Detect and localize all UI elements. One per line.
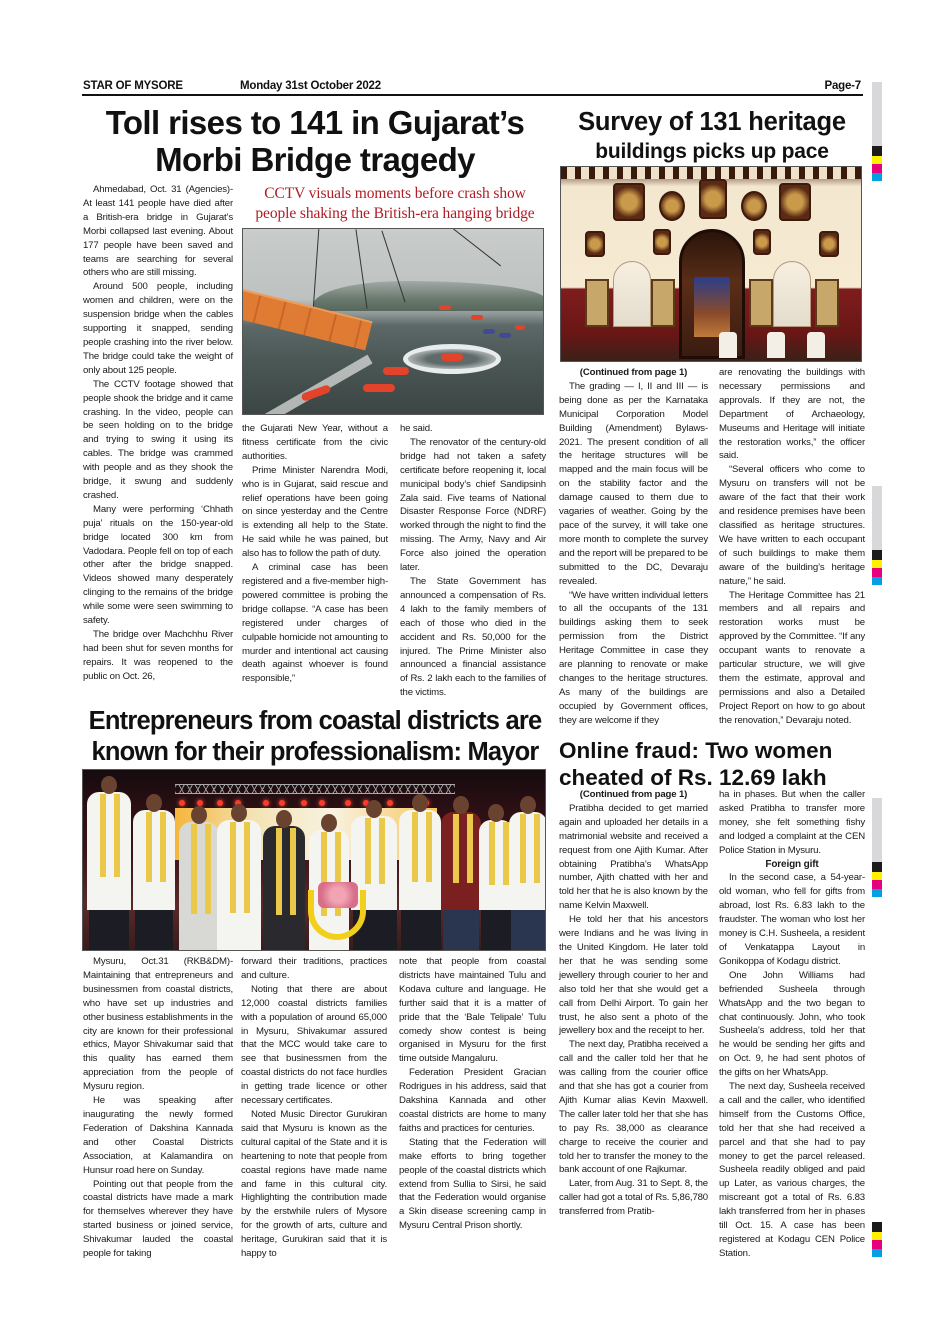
registration-yellow-swatch (872, 156, 882, 164)
photo-boat (515, 325, 525, 330)
heritage-headline-line2: buildings picks up pace (595, 140, 829, 163)
caption-line1: CCTV visuals moments before crash show (264, 185, 526, 202)
paragraph: he said. (400, 423, 433, 434)
paragraph: In the second case, a 54-year-old woman, who fell for gifts from abroad, lost Rs. 6.83 lakh to the fraudster. The woman who lost her money is C.H. Susheela, a resident of Venkatappa Layout in Gonikoppa of Kodagu district. (719, 872, 865, 967)
paragraph: Noted Music Director Gurukiran said that Mysuru is known as the cultural capital of the State and it is heartening to note that people from coastal regions have made name and fame in this cultural city. Highlighting the contribution made by the erstwhile rulers of Mysore for the growth of arts, culture and heritage, Gurukiran said that it is happy to (241, 1108, 387, 1260)
photo-person-legs (511, 910, 545, 950)
morbi-column-2 (242, 422, 388, 686)
fraud-headline-line2: cheated of Rs. 12.69 lakh (559, 765, 827, 790)
photo-boat (383, 367, 409, 375)
lamp-lighting-ceremony-photo (82, 769, 546, 951)
photo-frame (741, 191, 767, 221)
photo-stage-truss (175, 784, 455, 794)
paragraph: the Gujarati New Year, without a fitness certificate from the civic authorities. (242, 423, 388, 462)
photo-boat (483, 329, 495, 334)
registration-magenta-swatch (872, 880, 882, 889)
photo-mirror (585, 279, 609, 327)
paragraph: Prime Minister Narendra Modi, who is in Gujarat, said rescue and relief operations have been going on since yesterday and the Centre is extending all help to the State. He said while he was pained, but also has to follow the path of duty. (242, 464, 388, 560)
photo-stage-light (319, 800, 325, 806)
photo-boat (499, 333, 511, 338)
registration-black-swatch (872, 550, 882, 560)
paragraph: are renovating the buildings with necessary permissions and approvals. If they are not, the Department of Archaeology, Museums and Heritage will initiate the restoration works,” the officer said. (719, 367, 865, 462)
paragraph: The State Government has announced a compensation of Rs. 4 lakh to the family members of each of those who died in the accident and Rs. 50,000 for the injured. The Prime Minister also announced a financial assistance of Rs. 2 lakh each to the families of the victims. (400, 575, 546, 699)
photo-frame (659, 191, 685, 221)
photo-boat (439, 305, 451, 310)
photo-person (509, 812, 546, 910)
bridge-collapse-photo (242, 228, 544, 415)
registration-black-swatch (872, 862, 882, 872)
continued-label: (Continued from page 1) (579, 789, 688, 800)
paragraph: The bridge over Machchhu River had been shut for seven months for repairs. It was reopened to the public on Oct. 26, (83, 629, 233, 682)
photo-stage-light (179, 800, 185, 806)
paragraph: Later, from Aug. 31 to Sept. 8, the caller had got a total of Rs. 5,86,780 transferred from Pratib- (559, 1178, 708, 1218)
registration-grey-bar (872, 82, 882, 146)
paragraph: note that people from coastal districts have maintained Tulu and Kodava culture and language. He further said that it is a matter of pride that the ‘Bale Telipale’ Tulu comedy show contest is being organised in Mysuru for the first time outside Mangaluru. (399, 956, 546, 1065)
paragraph: The next day, Pratibha received a call and the caller told her that he was calling from the courier office and that she has got a courier from Ajith Kumar alias Kevin Maxwell. The caller later told her that she has to pay Rs. 38,000 as clearance charge to receive the courier and told her to transfer the money to the bank account of one Rajkumar. (559, 1039, 708, 1176)
registration-magenta-swatch (872, 164, 882, 173)
photo-stage-light (301, 800, 307, 806)
registration-black-swatch (872, 1222, 882, 1232)
photo-mirror (651, 279, 675, 327)
paragraph: The next day, Susheela received a call and the caller, who identified himself from the Customs Office, told her that she had received a parcel and that she had to pay money to get the parcel released. Susheela readily obliged and paid up Later, as various charges, the miscreant got a total of Rs. 6.83 lakh transferred from her in phases till Oct. 15. A case has been registered at Kodagu CEN Police Station. (719, 1081, 865, 1259)
photo-bridge-net (259, 355, 372, 415)
photo-person (217, 820, 261, 950)
photo-boat (471, 315, 483, 320)
paragraph: “Several officers who come to Mysuru on transfers will not be aware of the fact that their work and residence premises have been classified as heritage structures. We have written to each occupant of such buildings to make them aware of the building’s heritage nature,” he said. (719, 464, 865, 587)
continued-label: (Continued from page 1) (579, 367, 688, 378)
photo-frame (753, 229, 771, 255)
paragraph: Stating that the Federation will make efforts to bring together people of the coastal districts which extend from Sullia to Sirsi, he said that the Federation would organise a Skin disease screening camp in Mysuru Central Prison shortly. (399, 1136, 546, 1232)
fraud-column-2 (719, 788, 865, 1261)
photo-chair (767, 332, 785, 358)
photo-person (179, 822, 219, 950)
fraud-headline (557, 737, 867, 791)
photo-trees (313, 281, 544, 311)
registration-cyan-swatch (872, 577, 882, 585)
morbi-column-1 (83, 183, 233, 684)
heritage-column-1 (559, 366, 708, 728)
registration-yellow-swatch (872, 1232, 882, 1240)
coastal-column-1 (83, 955, 233, 1261)
paragraph: Many were performing ‘Chhath puja’ rituals on the 150-year-old bridge located 300 km from Vadodara. People fell on top of each other after the bridge snapped. Videos showed many desperately clinging to the remains of the bridge while some were seen swimming to safety. (83, 503, 233, 627)
photo-chair (807, 332, 825, 358)
photo-frame (653, 229, 671, 255)
photo-person (133, 810, 175, 910)
photo-stage-light (387, 800, 393, 806)
photo-frame (585, 231, 605, 257)
paragraph: He was speaking after inaugurating the newly formed Federation of Dakshina Kannada and other Coastal Districts Association, at Kalamandira on Hunsur road here on Sunday. (83, 1095, 233, 1176)
paragraph: “We have written individual letters to all the occupants of the 131 buildings asking them to seek permission from the District Heritage Committee in case they are planning to renovate or make changes to the heritage structures. As many of the buildings are occupied by Government offices, they are welcome if they (559, 589, 708, 726)
photo-person-legs (481, 910, 511, 950)
paragraph: The Heritage Committee has 21 members and all repairs and restoration works must be approved by the Committee. “If any occupant wants to renovate a particular structure, we will give them the estimate, approval and permissions and also a Detailed Project Report on how to go about the renovation,” Devaraju noted. (719, 589, 865, 726)
paragraph: Noting that there are about 12,000 coastal districts families with a population of around 65,000 in Mysuru, Shivakumar assured that the MCC would take care to see that businessmen from the coastal districts do not face hurdles in getting trade licence or other necessary certificates. (241, 983, 387, 1107)
photo-person (479, 820, 513, 910)
registration-grey-bar (872, 486, 882, 550)
caption-line2: people shaking the British-era hanging bridge (255, 205, 535, 222)
photo-cable (453, 229, 501, 267)
fraud-column-1 (559, 788, 708, 1219)
coastal-headline (82, 706, 548, 768)
photo-window (613, 261, 651, 327)
photo-stage-light (345, 800, 351, 806)
paragraph: Pratibha decided to get married again and uploaded her details in a matrimonial website and received a request from one Ajith Kumar. After obtaining Pratibha’s WhatsApp number, Ajith chatted with her and told her that he is also known by the name Kelvin Maxwell. (559, 802, 708, 912)
heritage-hall-photo (560, 166, 862, 362)
paragraph: The grading — I, II and III — is being done as per the Karnataka Municipal Corporation Model Building (Amendment) Bylaws-2021. The present condition of all the heritage structures will be mapped and the main focus will be on the stability factor and the damage caused to them due to vagaries of weather. Going by the pace of the survey, it will take one more month to complete the survey and the report will be prepared to be submitted to the DC, Devaraju revealed. (559, 380, 708, 587)
photo-ceiling-beams (561, 167, 861, 179)
registration-magenta-swatch (872, 568, 882, 577)
photo-person (399, 810, 441, 910)
paragraph: Pointing out that people from the coastal districts have made a mark for themselves wherever they have started business or joined service, Shivakumar lauded the coastal people for taking (83, 1178, 233, 1260)
heritage-headline-line1: Survey of 131 heritage (578, 108, 846, 136)
photo-boat (363, 384, 395, 392)
photo-person-legs (443, 910, 479, 950)
morbi-column-3 (400, 422, 546, 700)
registration-yellow-swatch (872, 872, 882, 880)
registration-black-swatch (872, 146, 882, 156)
paragraph: ha in phases. But when the caller asked Pratibha to transfer more money, she felt something fishy and lodged a complaint at the CEN Police Station in Mysuru. (719, 789, 865, 856)
paragraph: The renovator of the century-old bridge had not taken a safety certificate before reopening it, local municipal body’s chief Sandipsinh Zala said. Five teams of National Disaster Response Force (NDRF) worked through the night to find the missing. The Army, Navy and Air Force also joined the operation later. (400, 436, 546, 574)
heritage-headline (557, 108, 867, 166)
paragraph: The CCTV footage showed that people shook the bridge and it came crashing. In the video, people can be seen holding on to the bridge and trying to swing it using its cables. The bridge was crammed with people and as they shook the bridge, it swung and suddenly crashed. (83, 378, 233, 501)
paragraph: One John Williams had befriended Susheela through WhatsApp and the two began to chat continuously. John, who took Susheela’s address, told her that he would be sending her gifts and on Oct. 9, he had sent photos of the gifts on her WhatsApp. (719, 969, 865, 1079)
photo-frame (699, 179, 727, 219)
photo-frame (779, 183, 811, 221)
photo-frame (819, 231, 839, 257)
registration-cyan-swatch (872, 1249, 882, 1257)
photo-shrine (694, 277, 730, 337)
paragraph: Around 500 people, including women and children, were on the suspension bridge when the cables supporting it snapped, sending people crashing into the river below. The bridge could take the weight of only about 125 people. (83, 281, 233, 376)
photo-person-legs (89, 910, 129, 950)
paragraph: He told her that his ancestors were Indians and he was living in the United Kingdom. He later told her that he was sending some jewellery through courier to her and also told her that she would get a call from Delhi Airport. To gain her trust, he also sent a photo of the jewellery box and the receipt to her. (559, 914, 708, 1037)
coastal-column-3 (399, 955, 546, 1233)
coastal-headline-line1: Entrepreneurs from coastal districts are (88, 707, 542, 735)
photo-person (87, 792, 131, 910)
heritage-column-2 (719, 366, 865, 728)
registration-magenta-swatch (872, 1240, 882, 1249)
fraud-headline-line1: Online fraud: Two women (559, 738, 833, 763)
registration-grey-bar (872, 798, 882, 862)
morbi-headline-line1: Toll rises to 141 in Gujarat’s (105, 104, 525, 141)
coastal-headline-line2: known for their professionalism: Mayor (91, 738, 539, 766)
page-number: Page-7 (824, 80, 861, 92)
paper-name: STAR OF MYSORE (83, 80, 183, 92)
coastal-column-2 (241, 955, 387, 1261)
registration-cyan-swatch (872, 173, 882, 181)
morbi-headline (82, 104, 548, 178)
morbi-headline-line2: Morbi Bridge tragedy (155, 141, 475, 178)
photo-stage-light (263, 800, 269, 806)
paragraph: A criminal case has been registered and a five-member high-powered committee is probing the bridge collapse. “A case has been registered under charges of culpable homicide not amounting to murder and intentional act causing death against whoever is found responsible,” (242, 562, 388, 685)
photo-person-legs (135, 910, 173, 950)
photo-chair (719, 332, 737, 358)
paragraph: Mysuru, Oct.31 (RKB&DM)- Maintaining that entrepreneurs and businessmen from coastal districts, who have set up industries and other business establishments in the city are known for their professional ethics, Mayor Shivakumar said that this quality has earned them appreciation from the people of Mysuru region. (83, 956, 233, 1093)
photo-mirror (815, 279, 839, 327)
bridge-photo-caption (240, 184, 550, 224)
subheading-foreign-gift: Foreign gift (765, 858, 819, 870)
paragraph: forward their traditions, practices and culture. (241, 956, 387, 981)
photo-person (263, 826, 305, 950)
photo-stage-light (279, 800, 285, 806)
paragraph: Federation President Gracian Rodrigues in his address, said that Dakshina Kannada and other coastal districts are home to many faiths and practices for centuries. (399, 1067, 546, 1134)
photo-person (441, 812, 481, 910)
registration-yellow-swatch (872, 560, 882, 568)
photo-stage-light (217, 800, 223, 806)
photo-mirror (749, 279, 773, 327)
photo-frame (613, 183, 645, 221)
registration-cyan-swatch (872, 889, 882, 897)
paragraph: Ahmedabad, Oct. 31 (Agencies)- At least 141 people have died after a British-era bridge in Gujarat’s Morbi collapsed last evening. About 177 people have been saved and teams are searching for several others who are still missing. (83, 184, 233, 279)
photo-boat (441, 353, 463, 361)
issue-date: Monday 31st October 2022 (240, 80, 381, 92)
photo-window (773, 261, 811, 327)
masthead (82, 80, 863, 96)
photo-person-legs (401, 910, 441, 950)
